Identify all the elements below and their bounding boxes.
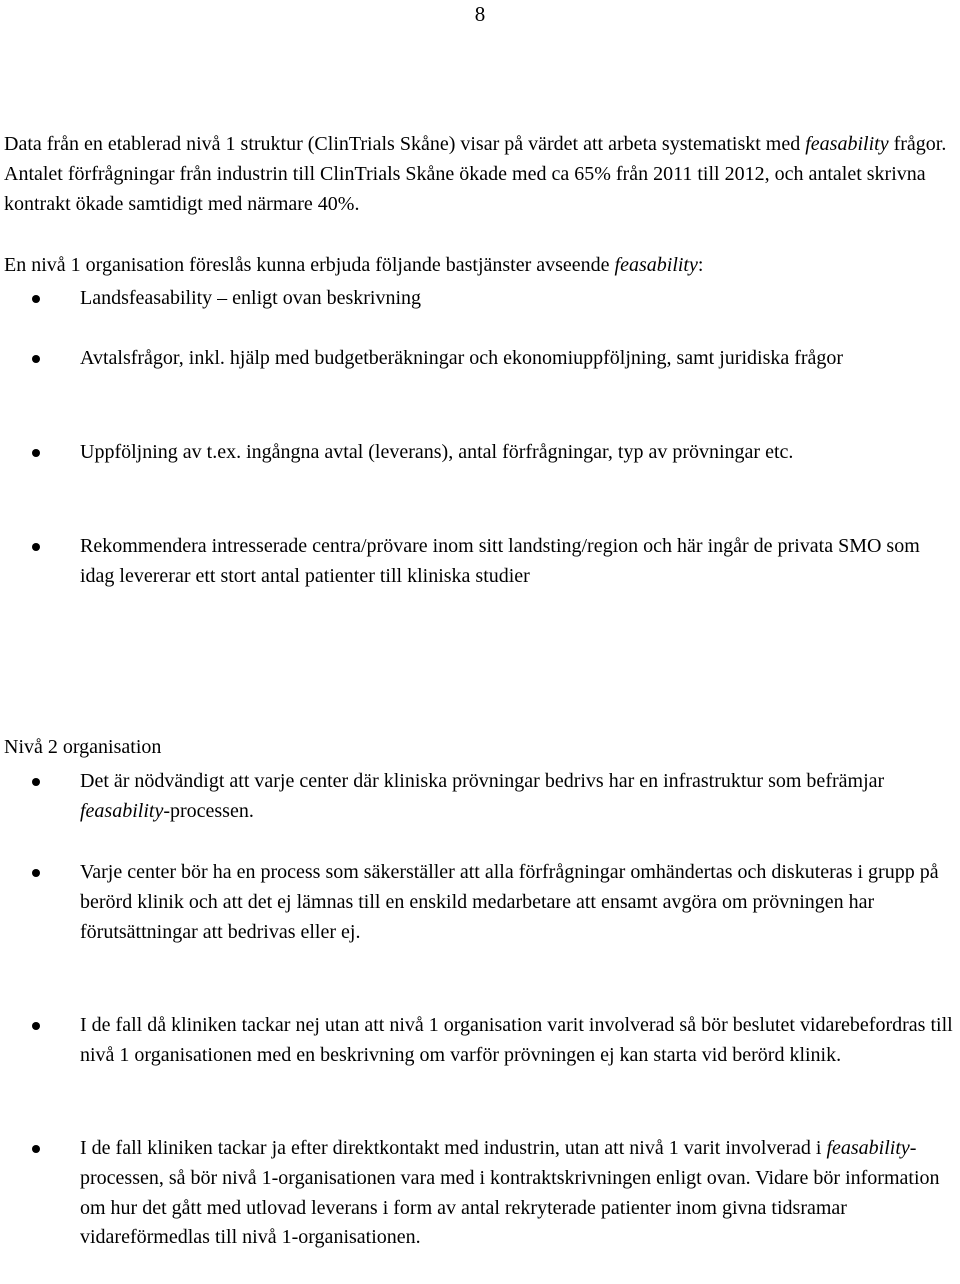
list-item <box>80 767 956 827</box>
list-item-text: Uppföljning av t.ex. ingångna avtal (leverans), antal förfrågningar, typ av prövningar etc. <box>80 441 794 463</box>
bullet-icon <box>32 1145 40 1153</box>
bullet-icon <box>32 778 40 786</box>
list-item-text: Avtalsfrågor, inkl. hjälp med budgetberäkningar och ekonomiuppföljning, samt juridiska frågor <box>80 347 844 369</box>
list-item <box>80 858 956 947</box>
list-item <box>80 438 956 468</box>
list-item-text-a: Det är nödvändigt att varje center där kliniska prövningar bedrivs har en infrastruktur som befrämjar <box>80 770 885 792</box>
bullet-icon <box>32 355 40 363</box>
list-item <box>80 1134 956 1253</box>
services-intro <box>4 251 956 281</box>
intro-text-a: Data från en etablerad nivå 1 struktur (ClinTrials Skåne) visar på värdet att arbeta systematiskt med <box>4 133 806 155</box>
list-item-text: I de fall då kliniken tackar nej utan att nivå 1 organisation varit involverad så bör beslutet vidarebefordras till nivå 1 organisationen med en beskrivning om varför prövningen ej kan starta vid berörd klinik. <box>80 1014 953 1066</box>
page-number: 8 <box>474 2 486 26</box>
list-item <box>80 1011 956 1071</box>
list-item-text: Varje center bör ha en process som säkerställer att alla förfrågningar omhändertas och diskuteras i grupp på berörd klinik och att det ej lämnas till en enskild medarbetare att ensamt avgöra om prövningen har förutsättningar att bedrivas eller ej. <box>80 861 939 943</box>
services-intro-emphasis: feasability <box>614 254 698 276</box>
bullet-icon <box>32 543 40 551</box>
list-item-text: Rekommendera intresserade centra/prövare inom sitt landsting/region och här ingår de privata SMO som idag levererar ett stort antal patienter till kliniska studier <box>80 535 920 587</box>
bullet-icon <box>32 1022 40 1030</box>
bullet-icon <box>32 869 40 877</box>
list-item-text-a: I de fall kliniken tackar ja efter direktkontakt med industrin, utan att nivå 1 varit involverad i <box>80 1137 827 1159</box>
services-intro-colon: : <box>697 254 704 276</box>
intro-emphasis: feasability <box>805 133 889 155</box>
list-item-text-b: -processen. <box>163 799 254 822</box>
intro-text-b: frågor. Antalet förfrågningar från industrin till ClinTrials Skåne ökade med ca 65% från 2011 till 2012, och antalet skrivna kontrakt ökade samtidigt med närmare 40%. <box>4 133 947 215</box>
bullet-icon <box>32 449 40 457</box>
section-heading: Nivå 2 organisation <box>4 736 162 758</box>
list-item-text: Landsfeasability – enligt ovan beskrivning <box>80 287 422 309</box>
list-item-emphasis: feasability <box>80 799 164 822</box>
list-item-emphasis: feasability <box>826 1137 910 1159</box>
list-item <box>80 344 956 374</box>
list-item <box>80 532 956 592</box>
services-intro-text: En nivå 1 organisation föreslås kunna erbjuda följande bastjänster avseende <box>4 254 615 276</box>
intro-paragraph <box>4 130 956 219</box>
list-item <box>80 284 956 314</box>
bullet-icon <box>32 295 40 303</box>
list-item-text-b: -processen, så bör nivå 1-organisationen vara med i kontraktskrivningen enligt ovan. Vidare bör information om hur det gått med utlovad leverans i form av antal rekryterade patienter inom givna tidsramar vidareförmedlas till nivå 1-organisationen. <box>80 1137 940 1249</box>
